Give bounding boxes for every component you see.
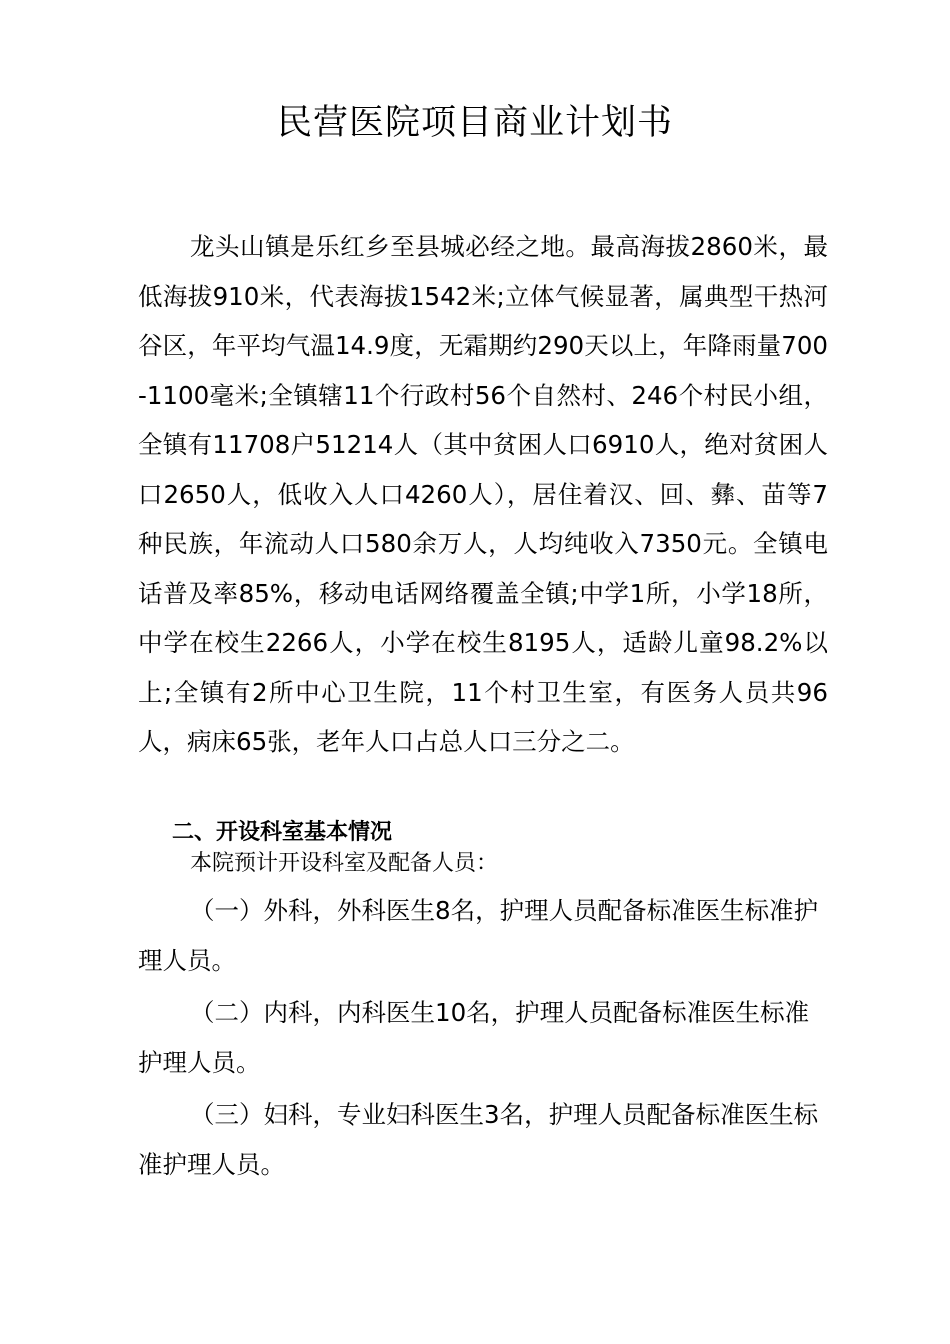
- section-intro: 本院预计开设科室及配备人员：: [190, 851, 499, 876]
- department-item-internal-medicine: （二）内科，内科医生10名，护理人员配备标准医生标准护理人员。: [138, 998, 810, 1077]
- department-item-surgery: （一）外科，外科医生8名，护理人员配备标准医生标准护理人员。: [138, 896, 819, 975]
- document-title: 民营医院项目商业计划书: [276, 103, 673, 143]
- department-item-gynecology: （三）妇科，专业妇科医生3名，护理人员配备标准医生标准护理人员。: [138, 1100, 819, 1179]
- section-heading: 二、开设科室基本情况: [172, 820, 393, 845]
- overview-paragraph: 龙头山镇是乐红乡至县城必经之地。最高海拔2860米，最低海拔910米，代表海拔1542米;立体气候显著，属典型干热河谷区，年平均气温14.9度，无霜期约290天以上，年降雨量700-1100毫米;全镇辖11个行政村56个自然村、246个村民小组，全镇有11708户51214人（其中贫困人口6910人，绝对贫困人口2650人，低收入人口4260人），居住着汉、回、彝、苗等7种民族，年流动人口580余万人，人均纯收入7350元。全镇电话普及率85%，移动电话网络覆盖全镇;中学1所，小学18所，中学在校生2266人，小学在校生8195人，适龄儿童98.2%以上;全镇有2所中心卫生院，11个村卫生室，有医务人员共96人，病床65张，老年人口占总人口三分之二。: [138, 232, 828, 756]
